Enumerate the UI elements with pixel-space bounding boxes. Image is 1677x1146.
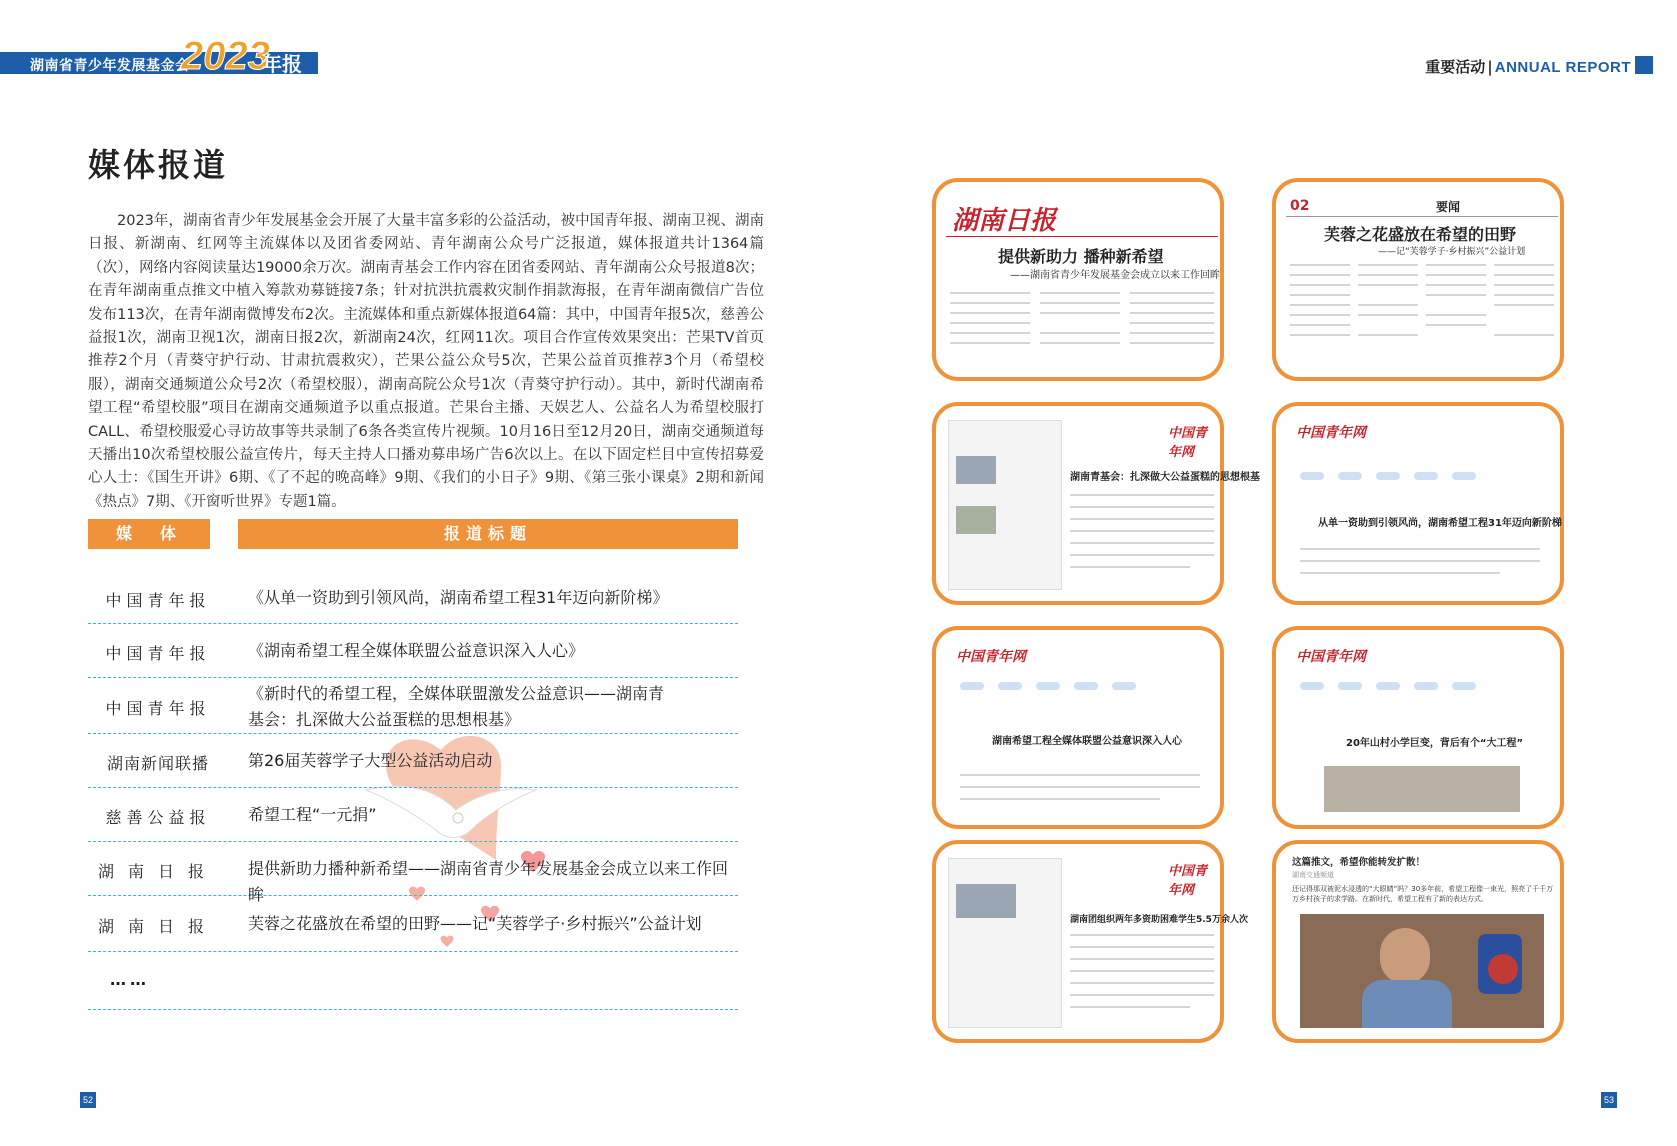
row-title: 希望工程“一元捐” [248, 805, 377, 824]
clipping-card [1272, 402, 1564, 605]
clipping-headline: 湖南希望工程全媒体联盟公益意识深入人心 [992, 736, 1182, 747]
row-title: 《从单一资助到引领风尚，湖南希望工程31年迈向新阶梯》 [248, 588, 669, 607]
photo-thumbnail [956, 506, 996, 534]
row-media: 湖南日报 [97, 917, 218, 936]
page-title: 媒体报道 [88, 146, 229, 184]
table-row [88, 843, 738, 904]
table-row [88, 735, 738, 788]
cyol-logo: 中国青年网 [1168, 425, 1208, 459]
clipping-masthead: 中国青年网 [1296, 426, 1366, 441]
row-title: 提供新助力播种新希望——湖南省青少年发展基金会成立以来工作回眸 [248, 859, 729, 904]
photo-thumbnail [1324, 766, 1520, 812]
header-report-label: 年报 [262, 52, 302, 76]
clipping-masthead: 中国青年网 [956, 650, 1026, 665]
page-number-left: 52 [80, 1092, 96, 1108]
clipping-card [1272, 840, 1564, 1043]
header-square-mark [1635, 56, 1653, 74]
table-row [88, 679, 738, 734]
clipping-headline: 从单一资助到引领风尚，湖南希望工程31年迈向新阶梯 [1318, 518, 1562, 529]
clipping-card [932, 840, 1248, 1043]
newspaper-page-thumbnail [948, 420, 1062, 590]
row-title: 《湖南希望工程全媒体联盟公益意识深入人心》 [248, 641, 585, 660]
clipping-masthead: 湖南日报 [952, 206, 1057, 235]
clipping-headline: 这篇推文，希望你能转发扩散！ [1292, 857, 1426, 868]
clipping-meta: 湖南交通频道 [1292, 871, 1334, 879]
photo-thumbnail [956, 456, 996, 484]
intro-paragraph: 2023年，湖南省青少年发展基金会开展了大量丰富多彩的公益活动，被中国青年报、湖南卫视、湖南日报、新湖南、红网等主流媒体以及团省委网站、青年湖南公众号广泛报道，媒体报道共计1364篇（次），网络内容阅读量达19000余万次。湖南青基会工作内容在团省委网站、青年湖南公众号报道8次；在青年湖南重点推文中植入筹款劝募链接7条；针对抗洪抗震救灾制作捐款海报，在青年湖南微信广告位发布113次，在青年湖南微博发布2次。主流媒体和重点新媒体报道64篇：其中，中国青年报5次，慈善公益报1次，湖南卫视1次，湖南日报2次，新湖南24次，红网11次。项目合作宣传效果突出：芒果TV首页推荐2个月（青葵守护行动、甘肃抗震救灾），芒果公益公众号5次，芒果公益首页推荐3个月（希望校服），湖南交通频道公众号2次（希望校服），湖南高院公众号1次（青葵守护行动）。其中，新时代湖南希望工程“希望校服”项目在湖南交通频道予以重点报道。芒果台主播、天娱艺人、公益名人为希望校服打CALL、希望校服爱心寻访故事等共录制了6条各类宣传片视频。10月16日至12月20日，湖南交通频道每天播出10次希望校服公益宣传片，每天主持人口播劝募串场广告6次以上。在以下固定栏目中宣传招募爱心人士：《国生开讲》6期、《了不起的晚高峰》9期、《我们的小日子》9期、《第三张小课桌》2期和新闻《热点》7期、《开窗听世界》专题1篇。 [88, 213, 764, 510]
clipping-masthead: 02 [1290, 198, 1310, 214]
photo-thumbnail [956, 884, 1016, 918]
clipping-card [1272, 626, 1564, 829]
clipping-section: 要闻 [1436, 200, 1461, 214]
row-media: 湖南日报 [97, 862, 218, 881]
row-title: 第26届芙蓉学子大型公益活动启动 [248, 751, 493, 770]
header-section-cn: 重要活动 [1425, 58, 1486, 76]
clipping-card [932, 626, 1224, 829]
table-header-title: 报道标题 [238, 519, 738, 549]
clipping-subhead: ——记“芙蓉学子·乡村振兴”公益计划 [1378, 247, 1526, 257]
header-section: 重要活动 | ANNUAL REPORT [1425, 58, 1631, 76]
clipping-card [932, 402, 1260, 605]
clipping-headline: 20年山村小学巨变，背后有个“大工程” [1346, 738, 1524, 749]
row-media: 中国青年报 [105, 591, 211, 610]
header-section-en: ANNUAL REPORT [1494, 59, 1631, 76]
header-org-name: 湖南省青少年发展基金会 [30, 58, 190, 74]
photo-thumbnail [1300, 914, 1544, 1028]
table-row [88, 625, 738, 678]
clipping-excerpt: 还记得那双被泥水浸透的“大眼睛”吗？30多年前，希望工程像一束光，照亮了千千万万乡村孩子的求学路。在新时代，希望工程有了新的表达方式。 [1292, 885, 1554, 903]
header-year: 2023 [181, 34, 270, 78]
page-number-right: 53 [1601, 1092, 1617, 1108]
clipping-masthead: 中国青年网 [1296, 650, 1366, 665]
clipping-headline: 湖南青基会：扎深做大公益蛋糕的思想根基 [1070, 472, 1260, 483]
table-row [88, 897, 738, 952]
row-media-ellipsis: …… [110, 970, 150, 989]
row-media: 中国青年报 [105, 699, 211, 718]
table-header-media: 媒 体 [88, 519, 210, 549]
row-media: 中国青年报 [105, 644, 211, 663]
row-media: 慈善公益报 [105, 808, 211, 827]
clipping-headline: 芙蓉之花盛放在希望的田野 [1324, 225, 1517, 244]
row-media: 湖南新闻联播 [106, 754, 209, 773]
clipping-subhead: ——湖南省青少年发展基金会成立以来工作回眸 [1010, 270, 1220, 281]
table-row [88, 789, 738, 842]
clipping-card [932, 178, 1224, 381]
clipping-headline: 湖南团组织两年多资助困难学生5.5万余人次 [1070, 915, 1248, 925]
row-title: 芙蓉之花盛放在希望的田野——记“芙蓉学子·乡村振兴”公益计划 [248, 914, 702, 933]
table-row [88, 573, 738, 624]
clipping-card [1272, 178, 1564, 381]
cyol-logo: 中国青年网 [1168, 863, 1208, 897]
table-row [88, 953, 738, 1010]
clipping-headline: 提供新助力 播种新希望 [998, 247, 1164, 266]
row-title: 《新时代的希望工程，全媒体联盟激发公益意识——湖南青基会：扎深做大公益蛋糕的思想根基》 [248, 684, 665, 729]
